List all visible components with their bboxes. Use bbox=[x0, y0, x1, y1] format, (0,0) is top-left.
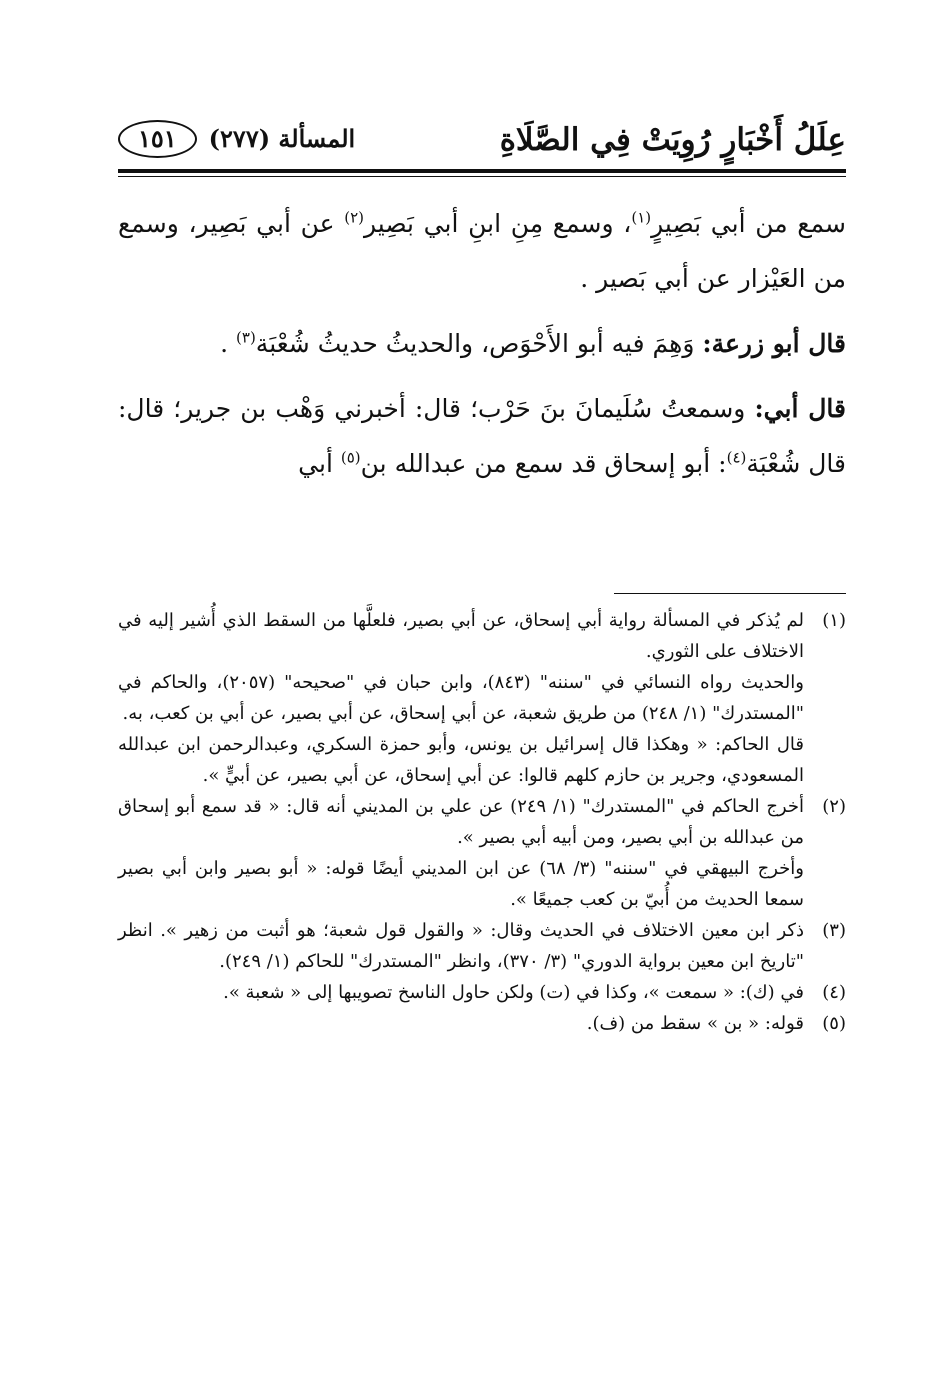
footnote-text bbox=[118, 977, 804, 1008]
footnote-paragraph: لم يُذكر في المسألة رواية أبي إسحاق، عن أبي بصير، فلعلَّها من السقط الذي أُشير إليه في الاختلاف على الثوري. bbox=[118, 610, 804, 662]
footnote-separator bbox=[614, 593, 846, 594]
footnote-ref-5: (٥) bbox=[340, 448, 361, 467]
text-run: سمع من أبي بَصِيرٍ bbox=[651, 209, 847, 238]
main-text bbox=[118, 196, 846, 491]
footnote-paragraph: وأخرج البيهقي في "سننه" (٣/ ٦٨) عن ابن المديني أيضًا قوله: « أبو بصير وابن أبي بصير سمعا الحديث من أُبيّ بن كعب جميعًا ». bbox=[118, 858, 804, 910]
paragraph-lead: قال أبو زرعة: bbox=[702, 329, 846, 358]
text-run: عن أبي بَصِير، وسمع من العَيْزار عن أبي بَصير . bbox=[118, 209, 846, 293]
footnote-3 bbox=[118, 915, 846, 977]
footnote-1 bbox=[118, 605, 846, 791]
footnote-paragraph: قوله: « بن » سقط من (ف). bbox=[586, 1013, 804, 1034]
footnote-number: (١) bbox=[822, 610, 846, 631]
footnote-text bbox=[118, 1008, 804, 1039]
issue-block bbox=[118, 120, 355, 158]
page-number: ١٥١ bbox=[118, 120, 197, 158]
footnote-number: (٣) bbox=[822, 920, 846, 941]
paragraph-3 bbox=[118, 381, 846, 491]
paragraph-lead: قال أبي: bbox=[754, 394, 846, 423]
issue-label: المسألة (٢٧٧) bbox=[208, 124, 356, 153]
text-run: ، وسمع مِنِ ابنِ أبي بَصِير bbox=[364, 209, 632, 238]
footnote-ref-2: (٢) bbox=[344, 208, 365, 227]
footnote-paragraph: أخرج الحاكم في "المستدرك" (١/ ٢٤٩) عن علي بن المديني أنه قال: « قد سمع أبو إسحاق من عبدالله بن أبي بصير، ومن أبيه أبي بصير ». bbox=[118, 796, 804, 848]
footnote-paragraph: قال الحاكم: « وهكذا قال إسرائيل بن يونس، وأبو حمزة السكري، وعبدالرحمن ابن عبدالله المسعودي، وجرير بن حازم كلهم قالوا: عن أبي إسحاق، عن أبي بصير، عن أبيٍّ ». bbox=[118, 734, 804, 786]
text-run: . bbox=[220, 329, 237, 358]
footnote-2 bbox=[118, 791, 846, 915]
footnote-text bbox=[118, 791, 804, 915]
footnote-5 bbox=[118, 1008, 846, 1039]
text-run: وسمعتُ سُلَيمانَ بنَ حَرْب؛ قال: أخبرني وَهْب بن جرير؛ قال: قال شُعْبَة bbox=[118, 394, 846, 478]
footnote-number: (٥) bbox=[822, 1013, 846, 1034]
text-run: وَهِمَ فيه أبو الأَحْوَص، والحديثُ حديثُ شُعْبَة bbox=[255, 329, 703, 358]
paragraph-1 bbox=[118, 196, 846, 306]
footnote-4 bbox=[118, 977, 846, 1008]
footnote-paragraph: في (ك): « سمعت »، وكذا في (ت) ولكن حاول الناسخ تصويبها إلى « شعبة ». bbox=[223, 982, 804, 1003]
running-header bbox=[118, 106, 846, 166]
book-title: عِلَلُ أَخْبَارٍ رُوِيَتْ فِي الصَّلَاةِ bbox=[499, 122, 846, 158]
footnote-ref-4: (٤) bbox=[726, 448, 747, 467]
header-rule-thin bbox=[118, 176, 846, 177]
footnote-ref-1: (١) bbox=[631, 208, 652, 227]
footnotes bbox=[118, 605, 846, 1039]
footnote-ref-3: (٣) bbox=[236, 328, 256, 347]
footnote-text bbox=[118, 605, 804, 791]
text-run: أبي bbox=[298, 449, 341, 478]
footnote-paragraph: ذكر ابن معين الاختلاف في الحديث وقال: « والقول قول شعبة؛ هو أثبت من زهير ». انظر "تاريخ ابن معين برواية الدوري" (٣/ ٣٧٠)، وانظر "المستدرك" للحاكم (١/ ٢٤٩). bbox=[118, 920, 804, 972]
footnote-text bbox=[118, 915, 804, 977]
footnote-number: (٤) bbox=[822, 982, 846, 1003]
header-rule-thick bbox=[118, 169, 846, 173]
footnote-paragraph: والحديث رواه النسائي في "سننه" (٨٤٣)، وابن حبان في "صحيحه" (٢٠٥٧)، والحاكم في "المستدرك" (١/ ٢٤٨) من طريق شعبة، عن أبي إسحاق، عن أبي بصير، عن أبي بن كعب، به. bbox=[118, 672, 804, 724]
paragraph-2 bbox=[118, 316, 846, 371]
footnote-number: (٢) bbox=[822, 796, 846, 817]
text-run: : أبو إسحاق قد سمع من عبدالله بن bbox=[360, 449, 727, 478]
